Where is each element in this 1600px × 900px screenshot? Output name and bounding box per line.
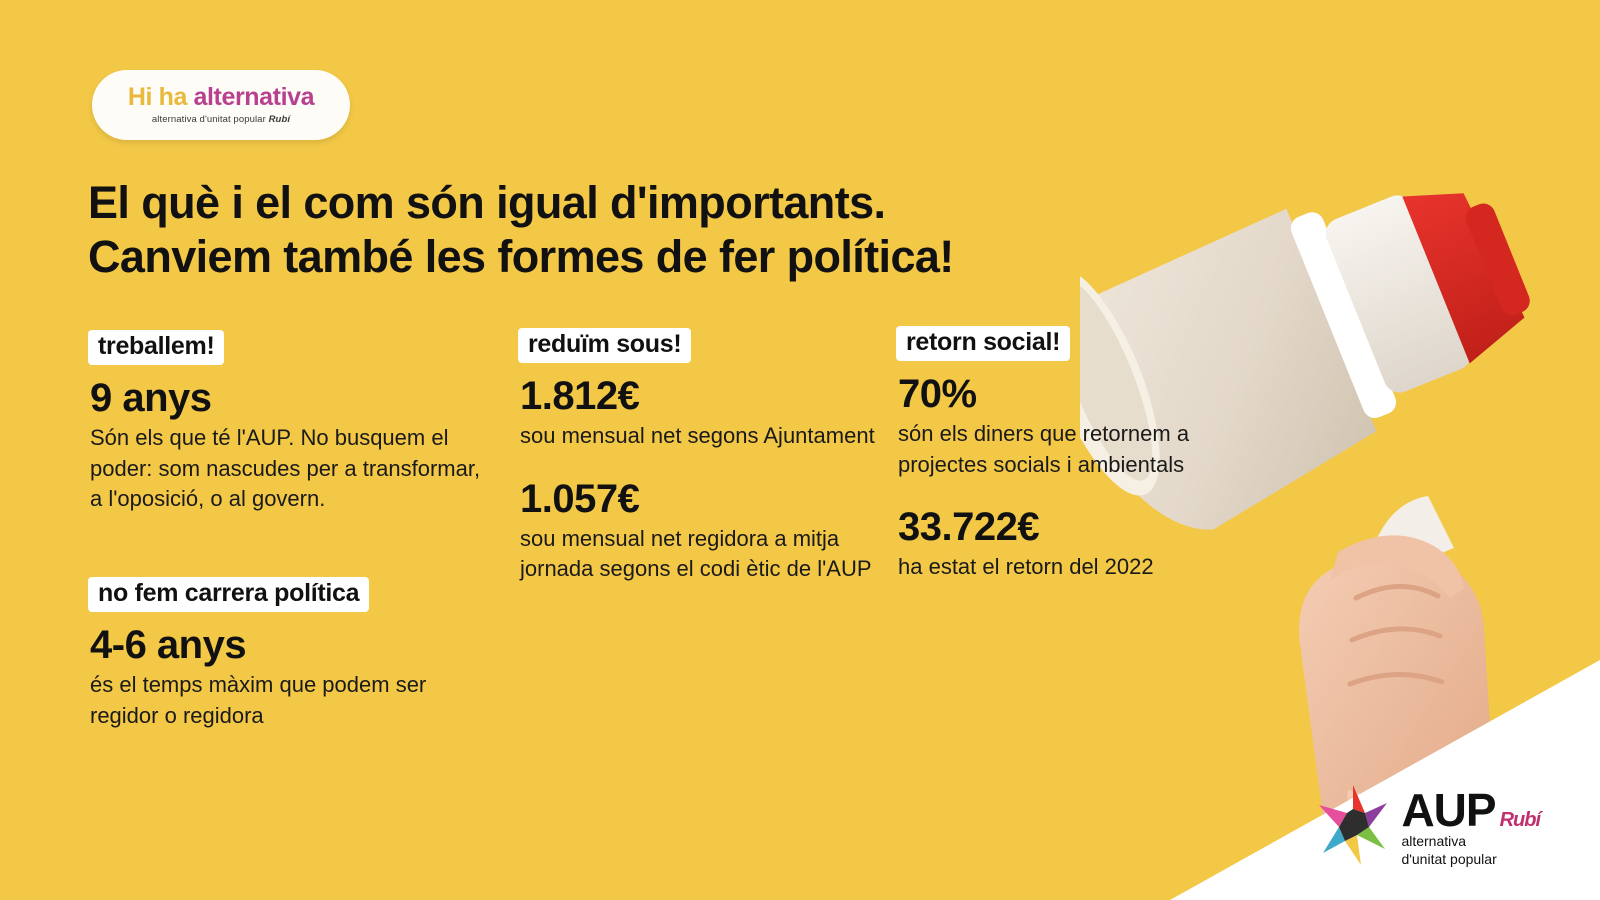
aup-tagline-line-1: alternativa	[1401, 833, 1467, 849]
stat-description: és el temps màxim que podem ser regidor o regidora	[90, 671, 427, 728]
badge-subtitle	[152, 114, 290, 125]
page-title	[88, 176, 1138, 284]
stat-description: ha estat el retorn del 2022	[898, 554, 1154, 580]
aup-tagline	[1401, 833, 1540, 868]
stat-tag: reduïm sous!	[518, 328, 691, 363]
stat-description: sou mensual net segons Ajuntament	[520, 422, 875, 448]
stat-number: 4-6 anys	[90, 622, 247, 667]
stat-block-sou-regidora	[518, 478, 878, 586]
badge-word-hi-ha: Hi ha	[127, 83, 187, 111]
aup-logo-text	[1401, 784, 1540, 868]
headline-line-1: El què i el com són igual d'importants.	[88, 177, 886, 228]
column-spacer	[88, 541, 488, 577]
aup-badge-logo	[92, 70, 350, 140]
badge-subtitle-prefix: alternativa d'unitat popular	[151, 114, 269, 125]
stat-tag: retorn social!	[896, 326, 1070, 361]
stat-description: Són els que té l'AUP. No busquem el poder: som nascudes per a transformar, a l'oposició, o al govern.	[90, 424, 481, 512]
aup-tagline-line-2: d'unitat popular	[1401, 850, 1497, 867]
stat-number: 1.057€	[520, 476, 640, 521]
headline-line-2: Canviem també les formes de fer política!	[88, 231, 954, 282]
stat-block-retorn-percent	[896, 326, 1256, 480]
badge-subtitle-city: Rubí	[268, 114, 291, 125]
aup-acronym: AUP	[1401, 784, 1496, 836]
column-retorn-social	[896, 326, 1256, 609]
badge-word-alternativa: alternativa	[193, 83, 315, 111]
stat-number: 9 anys	[90, 375, 212, 420]
stat-description: són els diners que retornem a projectes socials i ambientals	[898, 420, 1190, 477]
stat-number: 1.812€	[520, 373, 640, 418]
stat-tag: treballem!	[88, 330, 224, 365]
stat-description: sou mensual net regidora a mitja jornada segons el codi ètic de l'AUP	[520, 525, 872, 582]
stat-block-treballem	[88, 330, 488, 515]
stat-tag: no fem carrera política	[88, 577, 369, 612]
badge-main-text	[128, 85, 314, 110]
stat-number: 33.722€	[898, 505, 1040, 550]
aup-footer-logo	[1317, 783, 1540, 872]
stat-number: 70%	[898, 371, 977, 416]
stat-block-sou-ajuntament	[518, 328, 878, 452]
stat-block-retorn-2022	[896, 506, 1256, 583]
aup-star-icon	[1317, 783, 1389, 872]
column-treballem	[88, 330, 488, 757]
stat-block-carrera-politica	[88, 577, 488, 731]
column-reduim-sous	[518, 328, 878, 611]
aup-city: Rubí	[1499, 809, 1540, 831]
aup-acronym-row	[1401, 784, 1540, 836]
